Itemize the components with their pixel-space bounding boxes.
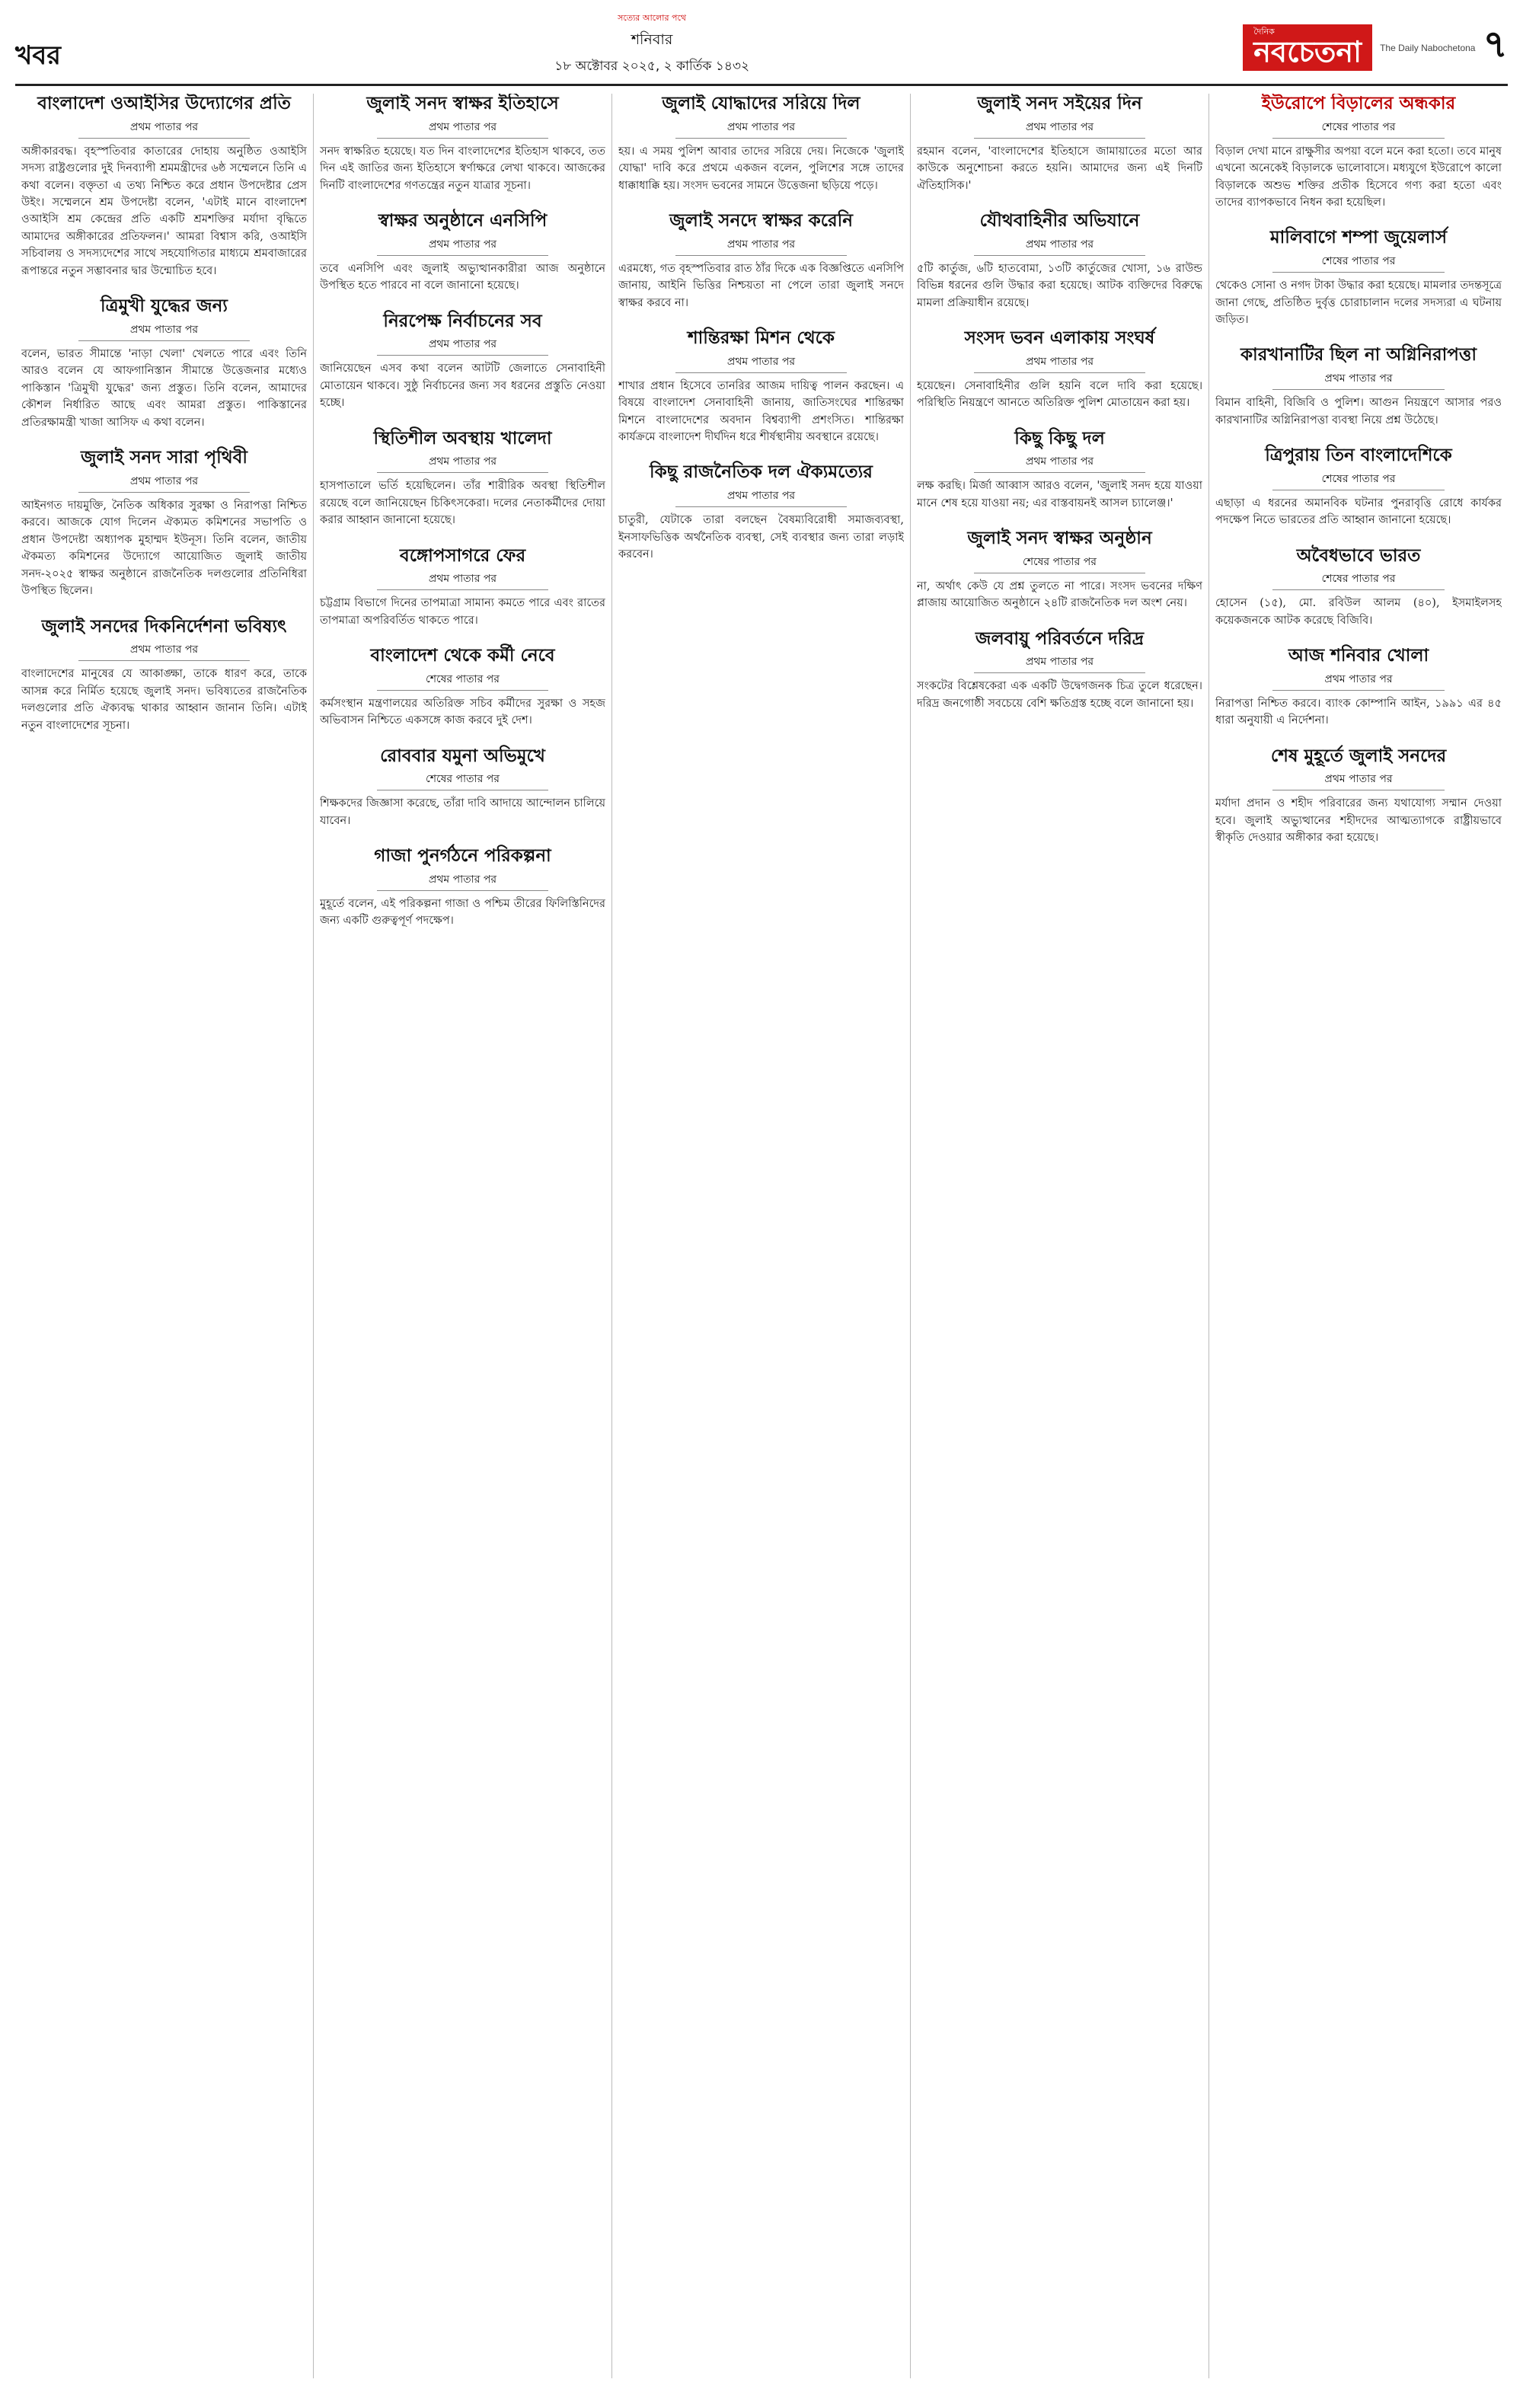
story-body: শাখার প্রধান হিসেবে তানরির আজম দায়িত্ব পালন করছেন। এ বিষয়ে বাংলাদেশ সেনাবাহিনী জানায়, জাতিসংঘের শান্তিরক্ষা মিশনে বাংলাদেশের অবদান বিশ্বব্যাপী প্রশংসিত। শান্তিরক্ষা কার্যক্রমে বাংলাদেশ দীর্ঘদিন ধরে শীর্ষস্থানীয় অবস্থানে রয়েছে। — [618, 379, 904, 443]
column — [314, 94, 612, 2378]
news-story — [1215, 228, 1502, 328]
news-story — [618, 94, 904, 194]
story-body: নিরাপত্তা নিশ্চিত করবে। ব্যাংক কোম্পানি আইন, ১৯৯১ এর ৪৫ ধারা অনুযায়ী এ নির্দেশনা। — [1215, 697, 1502, 727]
story-headline[interactable]: জুলাই যোদ্ধাদের সরিয়ে দিল — [662, 94, 860, 113]
news-story — [917, 94, 1202, 194]
story-body: থেকেও সোনা ও নগদ টাকা উদ্ধার করা হয়েছে। মামলার তদন্তসূত্রে জানা গেছে, প্রতিষ্ঠিত দুর্বৃত্ত চোরাচালান দলের সদস্যরা এ ঘটনায় জড়িত। — [1215, 279, 1502, 326]
story-headline[interactable]: অবৈধভাবে ভারত — [1296, 545, 1421, 566]
story-headline[interactable]: জুলাই সনদের দিকনির্দেশনা ভবিষ্যৎ — [41, 616, 287, 637]
story-headline[interactable]: শান্তিরক্ষা মিশন থেকে — [688, 328, 835, 348]
story-body: লক্ষ করছি। মির্জা আব্বাস আরও বলেন, 'জুলাই সনদ হয়ে যাওয়া মানে শেষ হয়ে যাওয়া নয়; এর বাস্তবায়নই আসল চ্যালেঞ্জ।' — [917, 480, 1202, 509]
continued-label: প্রথম পাতার পর — [675, 118, 847, 139]
continued-label: প্রথম পাতার পর — [675, 235, 847, 256]
newspaper-page — [15, 11, 1508, 2387]
story-headline[interactable]: গাজা পুনর্গঠনে পরিকল্পনা — [374, 846, 551, 867]
news-story — [618, 328, 904, 446]
story-headline[interactable]: স্থিতিশীল অবস্থায় খালেদা — [373, 428, 552, 449]
story-headline[interactable]: বঙ্গোপসাগরে ফের — [399, 545, 526, 566]
column — [1209, 94, 1508, 2378]
news-story — [320, 846, 605, 930]
story-headline[interactable]: জুলাই সনদ স্বাক্ষর অনুষ্ঠান — [967, 529, 1152, 549]
news-story — [1215, 646, 1502, 730]
news-story — [320, 429, 605, 529]
story-body: বাংলাদেশের মানুষের যে আকাঙ্ক্ষা, তাকে ধারণ করে, তাকে আসন্ন করে নির্মিত হয়েছে জুলাই সনদ। ভবিষ্যতের রাজনৈতিক দলগুলোর প্রতি ঐক্যবদ্ধ থাকার আহ্বান জানান তিনি। এটাই নতুন বাংলাদেশের সূচনা। — [21, 668, 307, 732]
news-story — [320, 94, 605, 194]
news-story — [21, 94, 307, 279]
story-body: ৫টি কার্তুজ, ৬টি হাতবোমা, ১৩টি কার্তুজের খোসা, ১৬ রাউন্ড বিভিন্ন ধরনের গুলি উদ্ধার করা হয়েছে। আটক ব্যক্তিদের বিরুদ্ধে মামলা প্রক্রিয়াধীন রয়েছে। — [917, 262, 1202, 309]
dateline — [554, 11, 749, 84]
story-headline[interactable]: স্বাক্ষর অনুষ্ঠানে এনসিপি — [378, 211, 548, 231]
story-headline[interactable]: জুলাই সনদ সারা পৃথিবী — [80, 448, 248, 468]
news-story — [1215, 746, 1502, 847]
news-story — [917, 629, 1202, 713]
column — [911, 94, 1209, 2378]
news-story — [320, 646, 605, 730]
brand — [1243, 16, 1508, 84]
news-story — [21, 296, 307, 431]
continued-label: প্রথম পাতার পর — [675, 487, 847, 507]
day-label: শনিবার — [631, 31, 673, 48]
column — [612, 94, 911, 2378]
continued-label: প্রথম পাতার পর — [377, 570, 548, 590]
story-body: না, অর্থাৎ কেউ যে প্রশ্ন তুলতে না পারে। সংসদ ভবনের দক্ষিণ প্লাজায় আয়োজিত অনুষ্ঠানে ২৪টি রাজনৈতিক দল অংশ নেয়। — [917, 580, 1202, 610]
story-headline[interactable]: জলবায়ু পরিবর্তনে দরিদ্র — [975, 628, 1145, 649]
continued-label: শেষের পাতার পর — [1272, 118, 1445, 139]
continued-label: প্রথম পাতার পর — [78, 472, 250, 493]
story-body: সনদ স্বাক্ষরিত হয়েছে। যত দিন বাংলাদেশের ইতিহাস থাকবে, তত দিন এই জাতির জন্য ইতিহাসে স্বর্ণাক্ষরে লেখা থাকবে। আজকের দিনটি বাংলাদেশের গণতন্ত্রের নতুন যাত্রার সূচনা। — [320, 145, 605, 192]
continued-label: প্রথম পাতার পর — [974, 235, 1145, 256]
continued-label: প্রথম পাতার পর — [1272, 670, 1445, 691]
column — [15, 94, 314, 2378]
news-story — [1215, 94, 1502, 211]
story-body: হোসেন (১৫), মো. রবিউল আলম (৪০), ইসমাইলসহ কয়েকজনকে আটক করেছে বিজিবি। — [1215, 597, 1502, 627]
story-body: মর্যাদা প্রদান ও শহীদ পরিবারের জন্য যথাযোগ্য সম্মান দেওয়া হবে। জুলাই অভ্যুত্থানের শহীদদের আত্মত্যাগকে রাষ্ট্রীয়ভাবে স্বীকৃতি দেওয়ার অঙ্গীকার করা হয়েছে। — [1215, 797, 1502, 845]
news-story — [21, 448, 307, 599]
news-story — [917, 211, 1202, 311]
news-story — [1215, 546, 1502, 630]
news-story — [618, 211, 904, 311]
story-body: বিড়াল দেখা মানে রাক্ষুসীর অপয়া বলে মনে করা হতো। তবে মানুষ এখনো অনেকেই বিড়ালকে ভালোবাসে। মধ্যযুগে ইউরোপে কালো বিড়ালকে অশুভ শক্তির প্রতীক হিসেবে গণ্য করা হতো এবং তাদের ব্যাপকভাবে নিধন করা হয়েছিল। — [1215, 145, 1502, 209]
news-story — [1215, 345, 1502, 429]
story-body: চট্টগ্রাম বিভাগে দিনের তাপমাত্রা সামান্য কমতে পারে এবং রাতের তাপমাত্রা অপরিবর্তিত থাকতে পারে। — [320, 597, 605, 627]
continued-label: শেষের পাতার পর — [974, 553, 1145, 573]
story-headline[interactable]: কিছু কিছু দল — [1014, 428, 1105, 449]
news-story — [917, 328, 1202, 412]
story-headline[interactable]: কিছু রাজনৈতিক দল ঐক্যমত্যের — [650, 462, 873, 483]
continued-label: প্রথম পাতার পর — [377, 118, 548, 139]
news-story — [320, 211, 605, 295]
story-headline[interactable]: রোববার যমুনা অভিমুখে — [380, 746, 545, 766]
continued-label: শেষের পাতার পর — [377, 770, 548, 790]
story-body: হয়। এ সময় পুলিশ আবার তাদের সরিয়ে দেয়। নিজেকে 'জুলাই যোদ্ধা' দাবি করে প্রথমে একজন বলেন, পুলিশের সঙ্গে তাদের ধাক্কাধাক্কি হয়। সংসদ ভবনের সামনে উত্তেজনা ছড়িয়ে পড়ে। — [618, 145, 904, 192]
story-headline[interactable]: মালিবাগে শম্পা জুয়েলার্স — [1269, 228, 1448, 248]
story-body: এছাড়া এ ধরনের অমানবিক ঘটনার পুনরাবৃত্তি রোধে কার্যকর পদক্ষেপ নিতে ভারতের প্রতি আহ্বান জানানো হয়েছে। — [1215, 497, 1502, 527]
news-story — [618, 462, 904, 563]
story-body: চাতুরী, যেটাকে তারা বলছেন বৈষম্যবিরোধী সমাজব্যবস্থা, ইনসাফভিত্তিক অর্থনৈতিক ব্যবস্থা, সেই ব্যবস্থার জন্য তারা লড়াই করবেন। — [618, 514, 904, 560]
date-label: ১৮ অক্টোবর ২০২৫, ২ কার্তিক ১৪৩২ — [554, 59, 749, 74]
columns — [15, 94, 1508, 2378]
continued-label: প্রথম পাতার পর — [974, 118, 1145, 139]
story-body: হয়েছেন। সেনাবাহিনীর গুলি হয়নি বলে দাবি করা হয়েছে। পরিস্থিতি নিয়ন্ত্রণে আনতে অতিরিক্ত পুলিশ মোতায়েন করা হয়। — [917, 379, 1202, 410]
continued-label: প্রথম পাতার পর — [78, 118, 250, 139]
continued-label: প্রথম পাতার পর — [1272, 770, 1445, 790]
news-story — [320, 746, 605, 830]
continued-label: প্রথম পাতার পর — [675, 353, 847, 373]
brand-english: The Daily Nabochetona — [1380, 42, 1476, 53]
continued-label: প্রথম পাতার পর — [78, 640, 250, 661]
story-body: শিক্ষকদের জিজ্ঞাসা করেছে, তাঁরা দাবি আদায়ে আন্দোলন চালিয়ে যাবেন। — [320, 797, 605, 827]
news-story — [917, 529, 1202, 612]
continued-label: শেষের পাতার পর — [1272, 470, 1445, 490]
story-headline[interactable]: শেষ মুহূর্তে জুলাই সনদের — [1270, 746, 1447, 766]
story-body: সংকটের বিশ্লেষকেরা এক একটি উদ্বেগজনক চিত্র তুলে ধরেছেন। দরিদ্র জনগোষ্ঠী সবচেয়ে বেশি ক্ষতিগ্রস্ত হচ্ছে বলে জানানো হয়। — [917, 680, 1202, 710]
continued-label: শেষের পাতার পর — [1272, 570, 1445, 590]
story-headline[interactable]: সংসদ ভবন এলাকায় সংঘর্ষ — [964, 328, 1155, 348]
continued-label: প্রথম পাতার পর — [974, 653, 1145, 673]
continued-label: প্রথম পাতার পর — [377, 335, 548, 356]
story-headline[interactable]: ত্রিমুখী যুদ্ধের জন্য — [101, 296, 228, 317]
continued-label: প্রথম পাতার পর — [974, 353, 1145, 373]
news-story — [21, 617, 307, 734]
continued-label: শেষের পাতার পর — [377, 670, 548, 691]
story-headline[interactable]: যৌথবাহিনীর অভিযানে — [979, 211, 1140, 231]
story-body: মুহূর্তে বলেন, এই পরিকল্পনা গাজা ও পশ্চিম তীরের ফিলিস্তিনিদের জন্য একটি গুরুত্বপূর্ণ পদক্ষেপ। — [320, 897, 605, 928]
story-headline[interactable]: বাংলাদেশ ওআইসির উদ্যোগের প্রতি — [37, 94, 291, 113]
story-body: বিমান বাহিনী, বিজিবি ও পুলিশ। আগুন নিয়ন্ত্রণে আসার পরও কারখানাটির অগ্নিনিরাপত্তা ব্যবস্থা নিয়ে প্রশ্ন উঠেছে। — [1215, 397, 1502, 426]
story-headline[interactable]: ইউরোপে বিড়ালের অন্ধকার — [1261, 94, 1456, 113]
tagline: সত্যের আলোর পথে — [618, 13, 687, 23]
story-headline[interactable]: জুলাই সনদ সইয়ের দিন — [977, 94, 1142, 113]
story-headline[interactable]: বাংলাদেশ থেকে কর্মী নেবে — [370, 646, 555, 666]
page-number: ৭ — [1483, 22, 1508, 66]
newspaper-logo: দৈনিক নবচেতনা — [1243, 24, 1372, 72]
story-body: হাসপাতালে ভর্তি হয়েছিলেন। তাঁর শারীরিক অবস্থা স্থিতিশীল রয়েছে বলে জানিয়েছেন চিকিৎসকেরা। দলের নেতাকর্মীদের দোয়া করার আহ্বান জানানো হয়েছে। — [320, 480, 605, 527]
news-story — [320, 311, 605, 412]
story-body: জানিয়েছেন এসব কথা বলেন আটটি জেলাতে সেনাবাহিনী মোতায়েন থাকবে। সুষ্ঠু নির্বাচনের জন্য সব ধরনের প্রস্তুতি নেওয়া হচ্ছে। — [320, 362, 605, 410]
continued-label: প্রথম পাতার পর — [377, 870, 548, 891]
continued-label: প্রথম পাতার পর — [1272, 369, 1445, 390]
story-body: বলেন, ভারত সীমান্তে 'নাড়া খেলা' খেলতে পারে এবং তিনি আরও বলেন যে আফগানিস্তান সীমান্তে উত্তেজনার মধ্যেও পাকিস্তান 'ত্রিমুখী যুদ্ধের' জন্য প্রস্তুত। তিনি বলেন, আমাদের কৌশল নির্ধারিত আছে এবং আমরা প্রস্তুত। পাকিস্তানের প্রতিরক্ষামন্ত্রী খাজা আসিফ এ কথা বলেন। — [21, 347, 307, 429]
continued-label: প্রথম পাতার পর — [78, 321, 250, 341]
story-body: রহমান বলেন, 'বাংলাদেশের ইতিহাসে জামায়াতের মতো আর কাউকে অনুশোচনা করতে হয়নি। আমাদের জন্য এই দিনটি ঐতিহাসিক।' — [917, 145, 1202, 192]
story-body: এরমধ্যে, গত বৃহস্পতিবার রাত ঠাঁর দিকে এক বিজ্ঞপ্তিতে এনসিপি জানায়, আইনি ভিত্তির নিশ্চয়তা না পেলে তারা জুলাই সনদে স্বাক্ষর করবে না। — [618, 262, 904, 309]
masthead — [15, 11, 1508, 86]
story-headline[interactable]: কারখানাটির ছিল না অগ্নিনিরাপত্তা — [1240, 345, 1477, 366]
section-title: খবর — [15, 40, 61, 71]
story-headline[interactable]: ত্রিপুরায় তিন বাংলাদেশিকে — [1265, 446, 1452, 465]
story-headline[interactable]: জুলাই সনদে স্বাক্ষর করেনি — [669, 211, 853, 231]
story-body: তবে এনসিপি এবং জুলাই অভ্যুত্থানকারীরা আজ অনুষ্ঠানে উপস্থিত হতে পারবে না বলে জানানো হয়েছে। — [320, 262, 605, 292]
news-story — [320, 546, 605, 630]
continued-label: শেষের পাতার পর — [1272, 252, 1445, 273]
continued-label: প্রথম পাতার পর — [377, 452, 548, 473]
continued-label: প্রথম পাতার পর — [974, 452, 1145, 473]
story-body: আইনগত দায়মুক্তি, নৈতিক অধিকার সুরক্ষা ও নিরাপত্তা নিশ্চিত করবে। আজকে যোগ দিলেন ঐক্যমত কমিশনের সভাপতি ও প্রধান উপদেষ্টা অধ্যাপক মুহাম্মদ ইউনূস। তিনি বলেন, জাতীয় ঐকমত্য কমিশনের উদ্যোগে আয়োজিত জুলাই জাতীয় সনদ-২০২৫ স্বাক্ষর অনুষ্ঠানে রাজনৈতিক দলগুলোর প্রতিনিধিরা উপস্থিত ছিলেন। — [21, 499, 307, 598]
continued-label: প্রথম পাতার পর — [377, 235, 548, 256]
story-body: অঙ্গীকারবদ্ধ। বৃহস্পতিবার কাতারের দোহায় অনুষ্ঠিত ওআইসি সদস্য রাষ্ট্রগুলোর দুই দিনব্যাপী শ্রমমন্ত্রীদের ৬ষ্ঠ সম্মেলনে তিনি এ কথা বলেন। বক্তৃতা এ তথ্য নিশ্চিত করে প্রধান উপদেষ্টার প্রেস উইং। সম্মেলনে শ্রম উপদেষ্টা বলেন, 'এটাই মানে বাংলাদেশ ওআইসি শ্রম কেন্দ্রের প্রতি একটি শ্রমশক্তির মর্যাদা বৃদ্ধিতে আমাদের অঙ্গীকারের প্রতিফলন।' আমরা বিশ্বাস করি, ওআইসি সচিবালয় ও সদস্যদেশের সাথে সহযোগিতার মাধ্যমে শ্রমবাজারের রূপান্তরে নতুন সম্ভাবনার দ্বার উন্মোচিত হবে। — [21, 145, 307, 277]
story-headline[interactable]: জুলাই সনদ স্বাক্ষর ইতিহাসে — [366, 94, 559, 113]
story-body: কর্মসংস্থান মন্ত্রণালয়ের অতিরিক্ত সচিব কর্মীদের সুরক্ষা ও সহজ অভিবাসন নিশ্চিতে একসঙ্গে কাজ করবে দুই দেশ। — [320, 697, 605, 727]
story-headline[interactable]: আজ শনিবার খোলা — [1288, 646, 1429, 666]
news-story — [917, 429, 1202, 513]
story-headline[interactable]: নিরপেক্ষ নির্বাচনের সব — [383, 311, 542, 331]
news-story — [1215, 446, 1502, 529]
